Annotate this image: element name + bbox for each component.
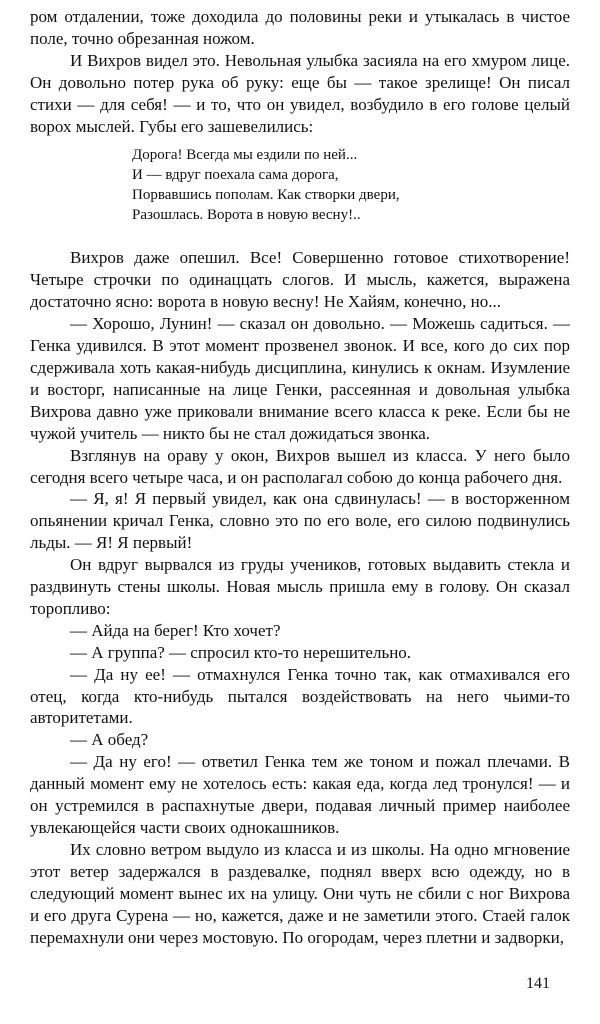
- paragraph: — Айда на берег! Кто хочет?: [70, 620, 281, 640]
- paragraph: — А группа? — спросил кто-то нерешительно.: [70, 642, 412, 662]
- paragraph: — А обед?: [70, 730, 149, 750]
- paragraph: Взглянув на ораву у окон, Вихров вышел из класса. У него было сегодня всего четыре часа, и он располагал собою до конца рабочего дня.: [30, 445, 570, 487]
- paragraph: Он вдруг вырвался из груды учеников, готовых выдавить стекла и раздвинуть стены школы. Новая мысль пришла ему в голову. Он сказал торопливо:: [30, 555, 570, 618]
- poem-line: И — вдруг поехала сама дорога,: [132, 167, 339, 184]
- page-number: 141: [526, 975, 550, 992]
- paragraph: — Да ну ее! — отмахнулся Генка точно так, как отмахивался его отец, когда кто-нибудь пытался воздействовать на него чьими-то авторитетами.: [30, 664, 570, 728]
- paragraph: — Я, я! Я первый увидел, как она сдвинулась! — в восторженном опьянении кричал Генка, словно это по его воле, его силою подвинулись льды. — Я! Я первый!: [30, 489, 570, 553]
- poem-line: Дорога! Всегда мы ездили по ней...: [132, 147, 358, 164]
- poem-line: Порвавшись пополам. Как створки двери,: [132, 187, 400, 204]
- poem: [132, 145, 570, 225]
- body-text: [30, 6, 570, 948]
- paragraph: Их словно ветром выдуло из класса и из школы. На одно мгновение этот ветер задержался в раздевалке, поднял вверх всю одежду, но в следующий момент вынес их на улицу. Они чуть не сбили с ног Вихрова и его друга Сурена — но, кажется, даже и не заметили этого. Стаей галок перемахнули они через мостовую. По огородам, через плетни и задворки,: [30, 839, 570, 947]
- paragraph: Вихров даже опешил. Все! Совершенно готовое стихотворение! Четыре строчки по одинаццать слогов. И мысль, кажется, выражена достаточно ясно: ворота в новую весну! Не Хайям, конечно, но...: [30, 248, 570, 312]
- poem-line: Разошлась. Ворота в новую весну!..: [132, 207, 361, 224]
- paragraph: И Вихров видел это. Невольная улыбка засияла на его хмуром лице. Он довольно потер рука об руку: еще бы — такое зрелище! Он писал стихи — для себя! — и то, что он увидел, возбудило в его голове целый ворох мыслей. Губы его зашевелились:: [30, 50, 570, 136]
- paragraph: ром отдалении, тоже доходила до половины реки и утыкалась в чистое поле, точно обрезанная ножом.: [30, 7, 570, 48]
- paragraph: — Да ну его! — ответил Генка тем же тоном и пожал плечами. В данный момент ему не хотелось есть: какая еда, когда лед тронулся! — и он устремился в распахнутые двери, подавая личный пример наиболее увлекающейся части своих однокашников.: [30, 752, 570, 837]
- paragraph: — Хорошо, Лунин! — сказал он довольно. — Можешь садиться. — Генка удивился. В этот момент прозвенел звонок. И все, кого до сих пор сдерживала хоть какая-нибудь дисциплина, кинулись к окнам. Изумление и восторг, написанные на лице Генки, рассеянная и довольная улыбка Вихрова давно уже приковали внимание всего класса к реке. Если бы не чужой учитель — никто бы не стал дожидаться звонка.: [30, 314, 570, 443]
